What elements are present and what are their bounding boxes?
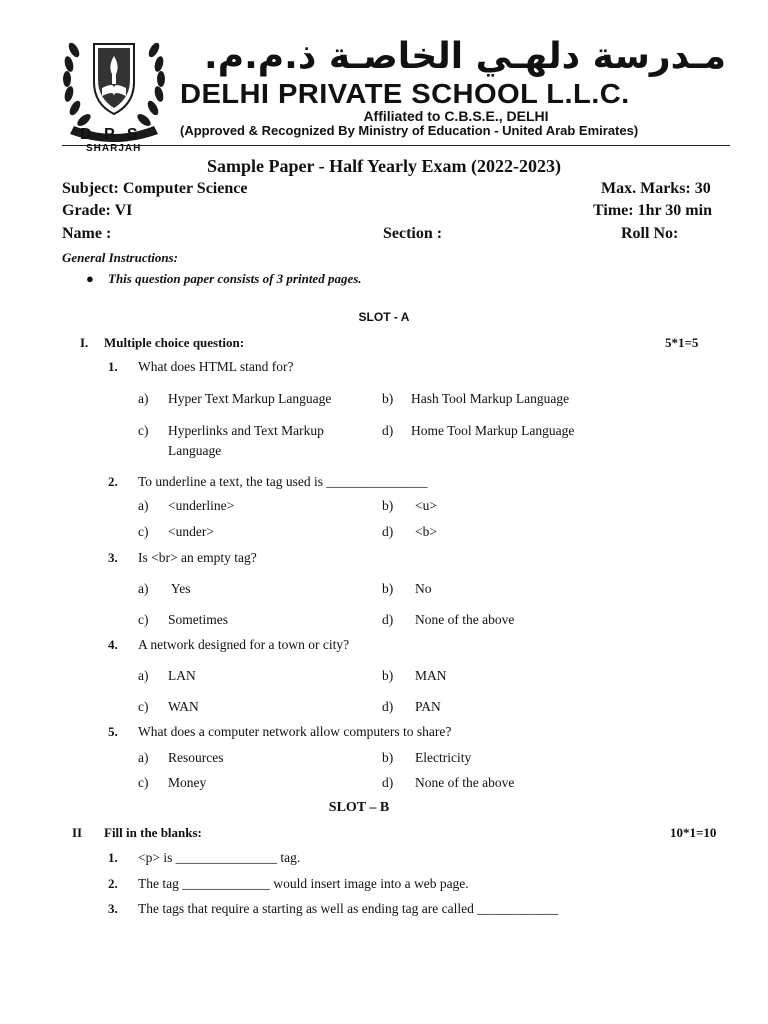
option-label: c) [138, 423, 149, 438]
question-text: A network designed for a town or city? [138, 637, 350, 652]
question-text: Is <br> an empty tag? [138, 550, 257, 565]
approval-line: (Approved & Recognized By Ministry of Education - United Arab Emirates) [180, 123, 639, 138]
option-text: Resources [168, 750, 224, 765]
section-number: I. [80, 335, 89, 350]
option-label: b) [382, 668, 394, 683]
school-logo [60, 30, 168, 170]
option-label: a) [138, 391, 149, 406]
question-text: What does a computer network allow computers to share? [138, 724, 452, 739]
subject: Subject: Computer Science [62, 180, 248, 197]
question-number: 3. [108, 550, 118, 565]
roll-no-field-label: Roll No: [621, 225, 679, 242]
option-text: PAN [415, 699, 441, 714]
logo-text: D P S [80, 126, 142, 143]
option-text-continued: Language [168, 443, 222, 458]
question-text: <p> is _______________ tag. [138, 850, 301, 865]
paper-title: Sample Paper - Half Yearly Exam (2022-2023) [207, 156, 561, 176]
option-label: c) [138, 699, 149, 714]
question-number: 5. [108, 724, 118, 739]
option-label: c) [138, 524, 149, 539]
option-label: b) [382, 391, 394, 406]
time-allowed: Time: 1hr 30 min [593, 202, 712, 219]
question-text: The tags that require a starting as well as ending tag are called ____________ [138, 901, 559, 916]
logo-subtext: SHARJAH [86, 143, 142, 154]
option-text: None of the above [415, 775, 515, 790]
question-number: 2. [108, 876, 118, 891]
section-number: II [72, 825, 83, 840]
option-label: c) [138, 612, 149, 627]
slot-a-heading: SLOT - A [358, 310, 410, 324]
option-text: No [415, 581, 432, 596]
question-text: What does HTML stand for? [138, 359, 294, 374]
option-text: LAN [168, 668, 196, 683]
affiliation: Affiliated to C.B.S.E., DELHI [363, 108, 549, 124]
option-text: Hyper Text Markup Language [168, 391, 332, 406]
question-number: 1. [108, 850, 118, 865]
option-text: Sometimes [168, 612, 228, 627]
grade: Grade: VI [62, 202, 133, 219]
option-text: <underline> [168, 498, 235, 513]
option-text: Hash Tool Markup Language [411, 391, 570, 406]
option-text: Home Tool Markup Language [411, 423, 575, 438]
question-text: To underline a text, the tag used is _______________ [138, 474, 428, 489]
option-text: MAN [415, 668, 447, 683]
question-text: The tag _____________ would insert image into a web page. [138, 876, 469, 891]
option-label: c) [138, 775, 149, 790]
instruction-text: This question paper consists of 3 printed pages. [108, 271, 362, 286]
section-field-label: Section : [383, 225, 443, 242]
option-label: b) [382, 498, 394, 513]
option-text: Yes [168, 581, 191, 596]
option-label: d) [382, 699, 394, 714]
slot-b-heading: SLOT – B [328, 800, 390, 815]
option-label: d) [382, 612, 394, 627]
option-text: Hyperlinks and Text Markup [168, 423, 324, 438]
section-title: Multiple choice question: [104, 335, 245, 350]
question-number: 2. [108, 474, 118, 489]
question-number: 3. [108, 901, 118, 916]
option-text: <b> [415, 524, 437, 539]
school-name: DELHI PRIVATE SCHOOL L.L.C. [180, 78, 630, 109]
bullet-icon: ● [86, 271, 94, 286]
instructions-heading: General Instructions: [62, 250, 178, 265]
section-title: Fill in the blanks: [104, 825, 202, 840]
header-divider [62, 145, 730, 146]
option-label: b) [382, 581, 394, 596]
option-label: b) [382, 750, 394, 765]
section-marks: 10*1=10 [670, 825, 717, 840]
option-text: <u> [415, 498, 437, 513]
option-text: Money [168, 775, 207, 790]
question-number: 1. [108, 359, 118, 374]
name-field-label: Name : [62, 225, 112, 242]
option-text: WAN [168, 699, 199, 714]
arabic-school-name: مـدرسة دلهـي الخاصـة ذ.م.م. [204, 36, 726, 77]
option-label: a) [138, 750, 149, 765]
option-text: Electricity [415, 750, 472, 765]
option-label: d) [382, 524, 394, 539]
option-label: d) [382, 775, 394, 790]
option-text: <under> [168, 524, 214, 539]
question-number: 4. [108, 637, 118, 652]
instruction-item [86, 271, 362, 287]
option-label: a) [138, 668, 149, 683]
option-label: d) [382, 423, 394, 438]
option-text: None of the above [415, 612, 515, 627]
max-marks: Max. Marks: 30 [601, 180, 711, 197]
section-marks: 5*1=5 [665, 335, 699, 350]
option-label: a) [138, 581, 149, 596]
option-label: a) [138, 498, 149, 513]
